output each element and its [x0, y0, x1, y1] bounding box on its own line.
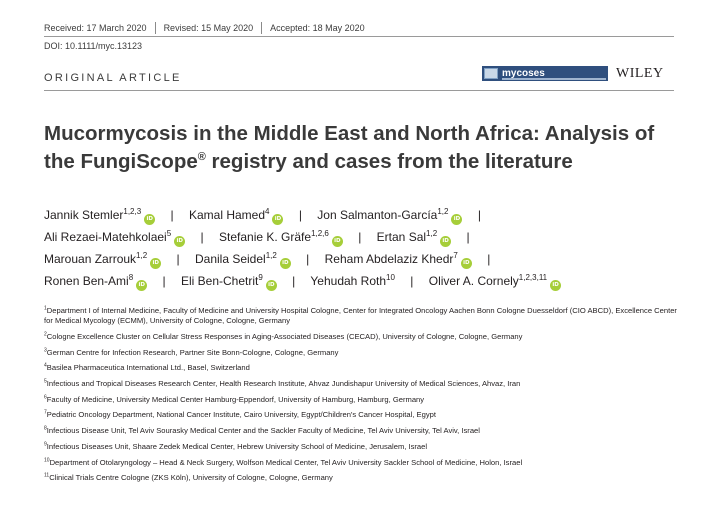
orcid-icon[interactable]: iD — [550, 280, 561, 291]
author-separator: | — [298, 208, 302, 222]
date-divider — [155, 22, 156, 34]
author[interactable]: Kamal Hamed$^4$iD — [189, 208, 283, 222]
affiliation-list — [44, 306, 684, 489]
author-separator: | — [358, 230, 362, 244]
affiliation: $^7$Pediatric Oncology Department, National Cancer Institute, Cairo University, Egypt/Children's Cancer Hospital, Egypt — [44, 409, 436, 420]
affiliation: $^9$Infectious Diseases Unit, Shaare Zedek Medical Center, Hebrew University School of Medicine, Jerusalem, Israel — [44, 441, 428, 451]
author-separator: | — [466, 230, 470, 244]
author[interactable]: Jon Salmanton-García$^{1,2}$iD — [317, 208, 462, 222]
journal-logo-subtitle — [502, 78, 606, 80]
received-date: Received: 17 March 2020 — [44, 23, 147, 33]
affiliation: $^1$Department I of Internal Medicine, Faculty of Medicine and University Hospital Cologne, Center for Integrated Oncology Aachen Bonn Cologne Duesseldorf (CIO ABCD), Excellence Center for Medical Mycology (ECMM), University of Cologne, Cologne, Germany — [44, 305, 677, 326]
orcid-icon[interactable]: iD — [332, 236, 343, 247]
affiliation: $^2$Cologne Excellence Cluster on Cellular Stress Responses in Aging-Associated Diseases (CECAD), University of Cologne, Cologne, Germany — [44, 331, 523, 341]
header-rule — [44, 36, 674, 37]
author-list — [44, 204, 694, 292]
author[interactable]: Reham Abdelaziz Khedr$^7$iD — [325, 252, 472, 266]
date-divider — [261, 22, 262, 34]
author-separator: | — [292, 274, 296, 288]
orcid-icon[interactable]: iD — [150, 258, 161, 269]
orcid-icon[interactable]: iD — [440, 236, 451, 247]
affiliation: $^5$Infectious and Tropical Diseases Research Center, Health Research Institute, Ahvaz Jundishapur University of Medical Sciences, Ahvaz, Iran — [44, 378, 521, 389]
author[interactable]: Danila Seidel$^{1,2}$iD — [195, 252, 291, 266]
author-separator: | — [487, 252, 491, 266]
author-separator: | — [477, 208, 481, 222]
author[interactable]: Ronen Ben-Ami$^8$iD — [44, 274, 147, 288]
journal-logo-mark — [484, 68, 498, 79]
affiliation: $^8$Infectious Disease Unit, Tel Aviv Sourasky Medical Center and the Sackler Faculty of Medicine, Tel Aviv University, Tel Aviv, Israel — [44, 425, 480, 436]
orcid-icon[interactable]: iD — [272, 214, 283, 225]
journal-name: mycoses — [502, 67, 545, 79]
affiliation: $^{11}$Clinical Trials Centre Cologne (ZKS Köln), University of Cologne, Cologne, Germany — [44, 472, 333, 483]
article-type-rule — [44, 90, 674, 91]
orcid-icon[interactable]: iD — [451, 214, 462, 225]
author-separator: | — [162, 274, 166, 288]
registered-mark: ® — [197, 151, 206, 164]
author[interactable]: Yehudah Roth$^{10}$ — [310, 273, 395, 288]
article-dates — [44, 22, 365, 34]
author[interactable]: Eli Ben-Chetrit$^9$iD — [181, 274, 277, 288]
author-separator: | — [306, 252, 310, 266]
article-title — [44, 120, 684, 176]
title-main: Mucormycosis in the Middle East and North Africa: Analysis of the FungiScope — [44, 122, 655, 173]
author-separator: | — [410, 274, 414, 288]
author-separator: | — [170, 208, 174, 222]
author[interactable]: Oliver A. Cornely$^{1,2,3,11}$iD — [429, 274, 561, 288]
orcid-icon[interactable]: iD — [144, 214, 155, 225]
accepted-date: Accepted: 18 May 2020 — [270, 23, 365, 33]
publisher-logo[interactable]: WILEY — [616, 66, 664, 81]
affiliation: $^3$German Centre for Infection Research, Partner Site Bonn-Cologne, Cologne, Germany — [44, 347, 339, 357]
journal-logo[interactable] — [482, 66, 608, 81]
affiliation: $^4$Basilea Pharmaceutica International Ltd., Basel, Switzerland — [44, 362, 250, 373]
author[interactable]: Stefanie K. Gräfe$^{1,2,6}$iD — [219, 230, 343, 244]
orcid-icon[interactable]: iD — [461, 258, 472, 269]
revised-date: Revised: 15 May 2020 — [163, 23, 254, 33]
orcid-icon[interactable]: iD — [136, 280, 147, 291]
title-rest: registry and cases from the literature — [205, 150, 573, 173]
affiliation: $^{10}$Department of Otolaryngology – Head & Neck Surgery, Wolfson Medical Center, Tel Aviv University Sackler School of Medicine, Holon, Israel — [44, 457, 523, 467]
orcid-icon[interactable]: iD — [174, 236, 185, 247]
orcid-icon[interactable]: iD — [280, 258, 291, 269]
doi[interactable]: DOI: 10.1111/myc.13123 — [44, 41, 143, 51]
author[interactable]: Ali Rezaei-Matehkolaei$^5$iD — [44, 230, 185, 244]
author-separator: | — [176, 252, 180, 266]
orcid-icon[interactable]: iD — [266, 280, 277, 291]
article-type: ORIGINAL ARTICLE — [44, 72, 182, 84]
affiliation: $^6$Faculty of Medicine, University Medical Center Hamburg-Eppendorf, University of Hamburg, Hamburg, Germany — [44, 394, 425, 404]
author[interactable]: Ertan Sal$^{1,2}$iD — [377, 230, 451, 244]
author-separator: | — [200, 230, 204, 244]
author[interactable]: Marouan Zarrouk$^{1,2}$iD — [44, 252, 161, 266]
author[interactable]: Jannik Stemler$^{1,2,3}$iD — [44, 208, 155, 222]
